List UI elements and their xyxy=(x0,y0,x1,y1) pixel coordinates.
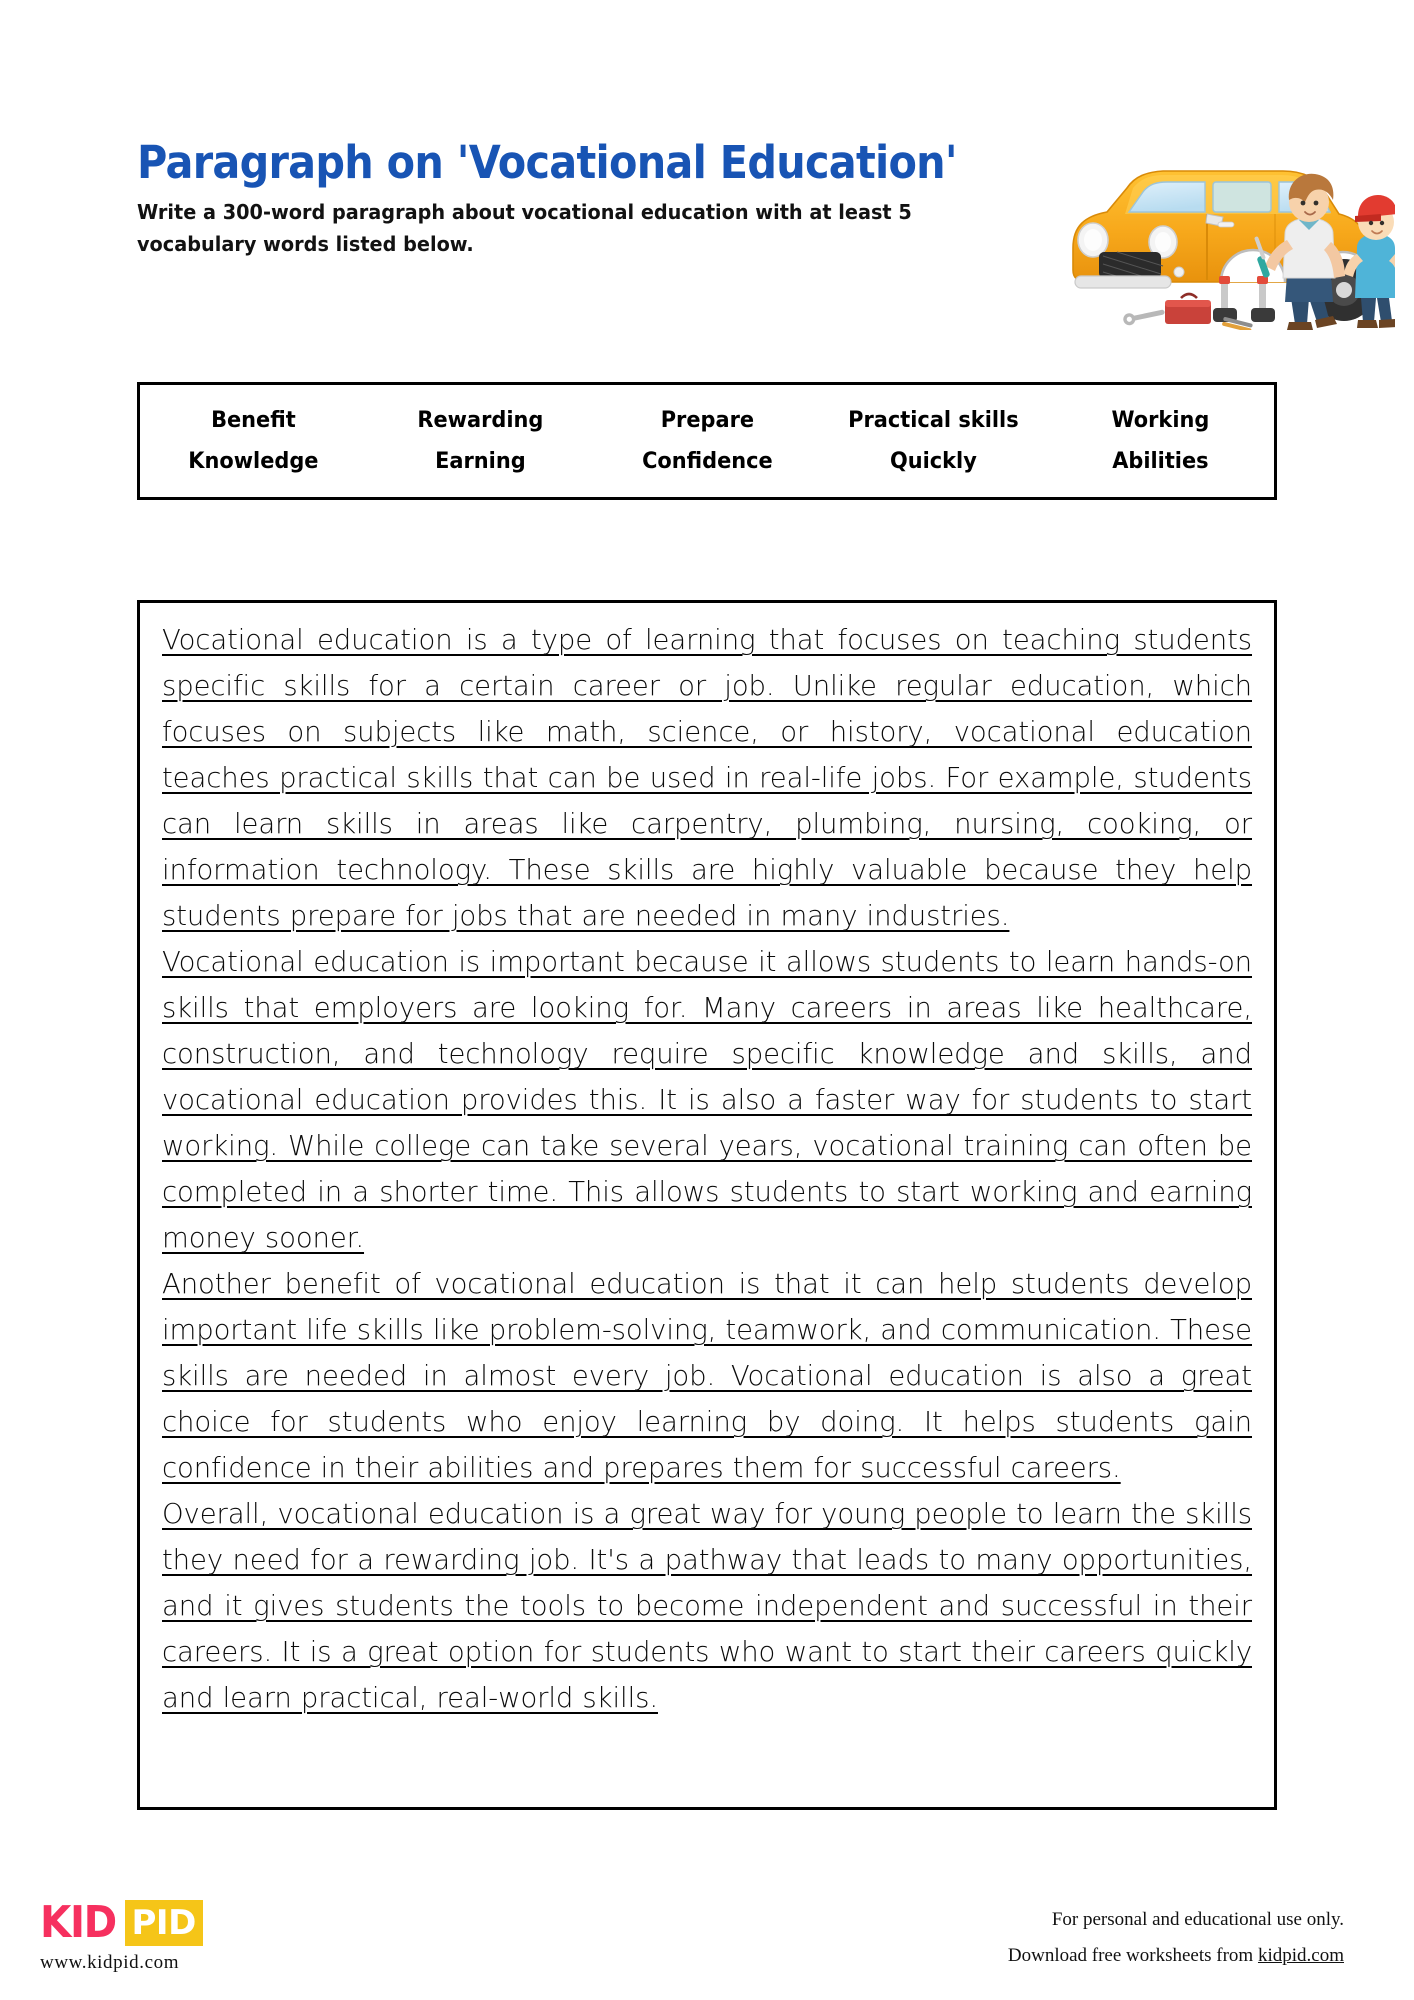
jack-stands xyxy=(1213,276,1275,322)
kidpid-logo-mark xyxy=(40,1897,203,1948)
vocabulary-word: Working xyxy=(1111,408,1210,433)
answer-box[interactable] xyxy=(137,600,1277,1810)
vocabulary-row xyxy=(140,449,1274,474)
vocabulary-box xyxy=(137,382,1277,500)
logo-text-pid: PID xyxy=(125,1900,203,1946)
kidpid-logo[interactable] xyxy=(40,1897,203,1974)
footer-notice xyxy=(1008,1902,1344,1974)
header xyxy=(137,136,1277,261)
page-title: Paragraph on 'Vocational Education' xyxy=(137,136,957,189)
kidpid-link[interactable]: kidpid.com xyxy=(1257,1945,1344,1967)
vocabulary-word: Confidence xyxy=(641,449,773,474)
answer-paragraph: Vocational education is important because it allows students to learn hands-on skills that employers are looking for. Many careers in areas like healthcare, construction, and technology require specific knowledge and skills, and vocational education provides this. It is also a faster way for students to start working. While college can take several years, vocational training can often be completed in a shorter time. This allows students to start working and earning money sooner. xyxy=(162,946,1252,1254)
boy-with-cap xyxy=(1344,195,1395,328)
vocabulary-word: Knowledge xyxy=(188,449,319,474)
rear-tyre xyxy=(1313,259,1375,321)
footer-notice-prefix: Download free worksheets from xyxy=(1007,1945,1258,1967)
logo-website-url: www.kidpid.com xyxy=(40,1952,180,1973)
answer-paragraph: Overall, vocational education is a great way for young people to learn the skills they need for a rewarding job. It's a pathway that leads to many opportunities, and it gives students the tools to become independent and successful in their careers. It is a great option for students who want to start their careers quickly and learn practical, real-world skills. xyxy=(162,1498,1252,1714)
vocabulary-word: Benefit xyxy=(211,408,296,433)
footer-notice-line-2 xyxy=(1008,1938,1344,1974)
footer-notice-line-1: For personal and educational use only. xyxy=(1051,1909,1344,1930)
footer xyxy=(0,1880,1414,2000)
vocabulary-row xyxy=(140,408,1274,433)
vocabulary-word: Prepare xyxy=(660,408,754,433)
vocabulary-word: Quickly xyxy=(890,449,978,474)
answer-paragraph: Vocational education is a type of learning that focuses on teaching students specific skills for a certain career or job. Unlike regular education, which focuses on subjects like math, science, or history, vocational education teaches practical skills that can be used in real-life jobs. For example, students can learn skills in areas like carpentry, plumbing, nursing, cooking, or information technology. These skills are highly valuable because they help students prepare for jobs that are needed in many industries. xyxy=(162,624,1252,932)
instruction-text: Write a 300-word paragraph about vocational education with at least 5 vocabulary words listed below. xyxy=(137,200,912,256)
toolbox-and-tools xyxy=(1122,294,1253,330)
logo-text-kid: KID xyxy=(40,1897,116,1948)
vocabulary-word: Practical skills xyxy=(848,408,1020,433)
vocabulary-word: Rewarding xyxy=(417,408,544,433)
answer-paragraph: Another benefit of vocational education is that it can help students develop important life skills like problem-solving, teamwork, and communication. These skills are needed in almost every job. Vocational education is also a great choice for students who enjoy learning by doing. It helps students gain confidence in their abilities and prepares them for successful careers. xyxy=(162,1268,1252,1484)
vocabulary-word: Earning xyxy=(434,449,526,474)
vocabulary-word: Abilities xyxy=(1112,449,1209,474)
